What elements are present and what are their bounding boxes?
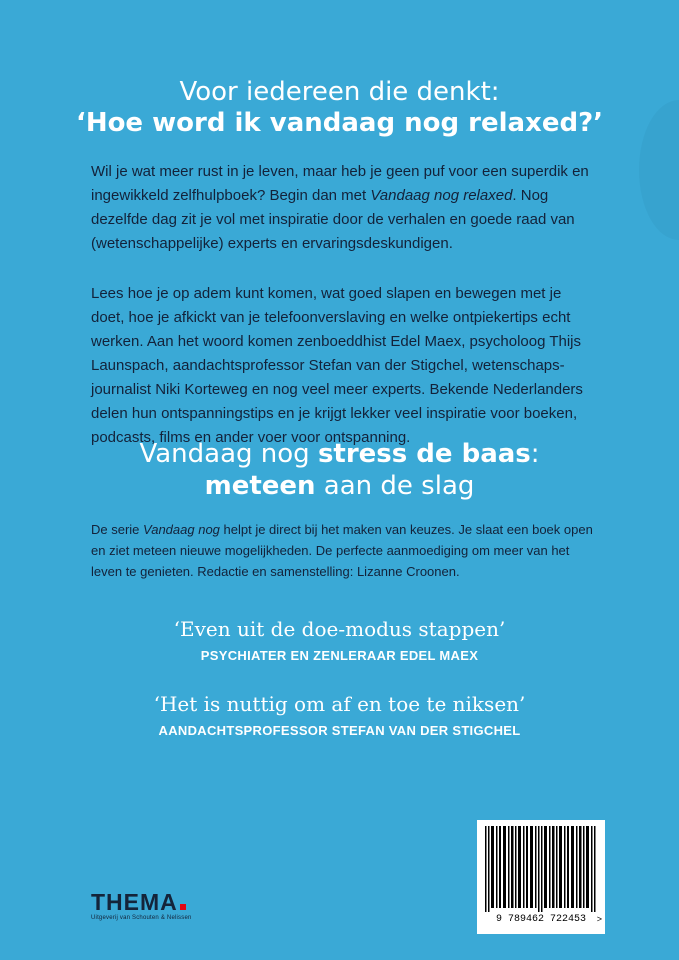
logo-dot-icon xyxy=(180,904,186,910)
isbn-number: 9 789462 722453 xyxy=(495,914,586,925)
headline-line-1: Voor iedereen die denkt: xyxy=(179,77,500,107)
content-paragraph: Lees hoe je op adem kunt komen, wat goed slapen en bewegen met je doet, hoe je afkickt van je telefoonverslaving en welke ontpiekertips echt werken. Aan het woord komen zenboeddhist Edel Maex, psycholoog Thijs Launspach, aandachtsprofessor Stefan van der Stigchel, wetenschaps- journalist Niki Korteweg en nog veel meer experts. Bekende Nederlanders delen hun ontspanningstips en je krijgt lekker veel inspiratie voor boeken, podcasts, films en ander voer voor ontspanning. xyxy=(91,285,583,446)
quote-1-author: PSYCHIATER EN ZENLERAAR EDEL MAEX xyxy=(200,648,479,663)
series-paragraph: De serie Vandaag nog helpt je direct bij het maken van keuzes. Je slaat een boek open en ziet meteen nieuwe mogelijkheden. De perfecte aanmoediging om meer van het leven te genieten. Redactie en samenstelling: Lizanne Croonen. xyxy=(91,522,593,579)
publisher-subtitle: Uitgeverij van Schouten & Nelissen xyxy=(91,915,192,921)
headline-line-2: ‘Hoe word ik vandaag nog relaxed?’ xyxy=(75,108,604,138)
subheading-line-2: meteen aan de slag xyxy=(204,471,475,501)
isbn-barcode xyxy=(477,820,605,934)
book-title-emphasis: Vandaag nog relaxed xyxy=(370,187,513,204)
barcode-bars-icon xyxy=(485,826,597,912)
publisher-name: THEMA xyxy=(91,889,178,915)
intro-paragraph: Wil je wat meer rust in je leven, maar heb je geen puf voor een superdik en ingewikkeld zelfhulpboek? Begin dan met Vandaag nog relaxed. Nog dezelfde dag zit je vol met inspiratie door de verhalen en goede raad van (wetenschappelijke) experts en ervaringsdeskundigen. xyxy=(91,163,589,252)
publisher-logo xyxy=(91,890,192,921)
quote-1: ‘Even uit de doe-modus stappen’ xyxy=(173,617,506,641)
barcode-arrow-icon: > xyxy=(596,914,602,924)
quote-2: ‘Het is nuttig om af en toe te niksen’ xyxy=(153,692,526,716)
series-title-emphasis: Vandaag nog xyxy=(143,522,220,537)
quote-2-author: AANDACHTSPROFESSOR STEFAN VAN DER STIGCHEL xyxy=(158,723,521,738)
subheading-line-1: Vandaag nog stress de baas: xyxy=(139,439,540,469)
